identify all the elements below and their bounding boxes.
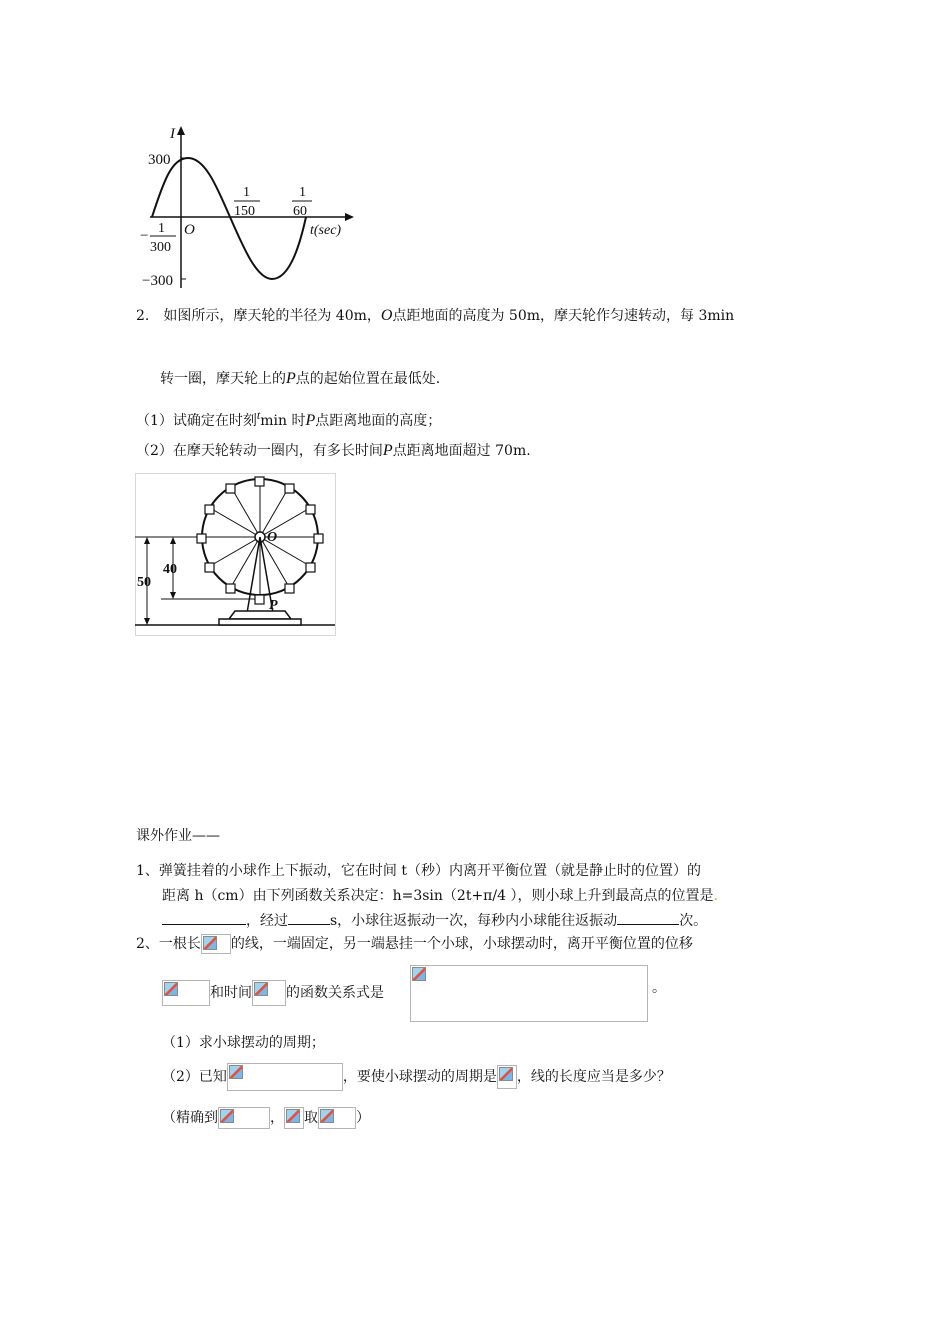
problem2-number: 2.: [136, 308, 150, 324]
problem2-line2: 转一圈，摩天轮上的P点的起始位置在最低处.: [160, 370, 441, 387]
neg-tick-den: 300: [150, 240, 171, 255]
broken-image-icon: [162, 980, 210, 1006]
homework-p2-q1: （1）求小球摆动的周期；: [162, 1035, 325, 1051]
label-50: 50: [137, 575, 151, 590]
broken-image-icon: [284, 1107, 304, 1129]
homework-p1-line2: 距离 h（cm）由下列函数关系决定：h=3sin（2t+π/4 ），则小球上升到最高点的位置是.: [162, 888, 718, 904]
y-max-label: 300: [148, 152, 171, 168]
x-axis-label: t(sec): [310, 223, 342, 238]
current-time-graph: [140, 120, 360, 290]
homework-p2-line2: 和时间 的函数关系式是: [162, 978, 384, 1008]
ferris-wheel-figure: [135, 473, 337, 637]
answer-blank-frequency[interactable]: [617, 910, 679, 925]
origin-label: O: [184, 222, 195, 238]
var-t: t: [256, 408, 261, 422]
answer-blank-period[interactable]: [288, 910, 330, 925]
broken-image-icon: [252, 980, 286, 1006]
homework-p2-q3: （精确到 ， 取 ）: [162, 1104, 370, 1132]
label-O: O: [267, 530, 278, 545]
broken-image-icon: [497, 1065, 517, 1089]
problem2-line1: 2. 如图所示，摩天轮的半径为 40m，O点距地面的高度为 50m，摩天轮作匀速转动，每 3min: [136, 307, 735, 324]
broken-image-icon: [318, 1107, 356, 1129]
homework-p2-period: 。: [652, 980, 666, 996]
svg-text:−: −: [140, 228, 149, 244]
sine-curve: [152, 158, 306, 279]
var-P: P: [286, 370, 296, 387]
label-40: 40: [163, 562, 177, 577]
tick1-num: 1: [243, 185, 250, 200]
problem2-question1: （1）试确定在时刻tmin 时P点距离地面的高度；: [136, 408, 442, 429]
answer-blank-position[interactable]: [162, 910, 246, 925]
y-min-label: −300: [142, 273, 173, 289]
neg-tick-num: 1: [158, 221, 165, 236]
homework-p2-line1: 2、一根长 的线，一端固定，另一端悬挂一个小球，小球摆动时，离开平衡位置的位移: [136, 936, 693, 952]
label-P: P: [269, 598, 278, 613]
homework-p1-line3: ，经过 s，小球往返振动一次，每秒内小球能往返振动 次。: [162, 910, 707, 931]
broken-image-icon: [410, 965, 648, 1022]
tick2-den: 60: [293, 204, 307, 219]
homework-heading: 课外作业——: [136, 828, 220, 844]
homework-p2-q2: （2）已知 ，要使小球摆动的周期是 ，线的长度应当是多少？: [162, 1062, 671, 1092]
y-axis-label: I: [170, 126, 175, 142]
tick2-num: 1: [299, 185, 306, 200]
broken-image-icon: [201, 934, 231, 954]
tick1-den: 150: [234, 204, 255, 219]
broken-image-icon: [218, 1107, 270, 1129]
broken-image-icon: [227, 1063, 343, 1091]
problem2-question2: （2）在摩天轮转动一圈内，有多长时间P点距离地面超过 70m.: [136, 442, 531, 459]
homework-p1-line1: 1、弹簧挂着的小球作上下振动，它在时间 t（秒）内离开平衡位置（就是静止时的位置）的: [136, 863, 701, 879]
var-O: O: [380, 307, 393, 324]
